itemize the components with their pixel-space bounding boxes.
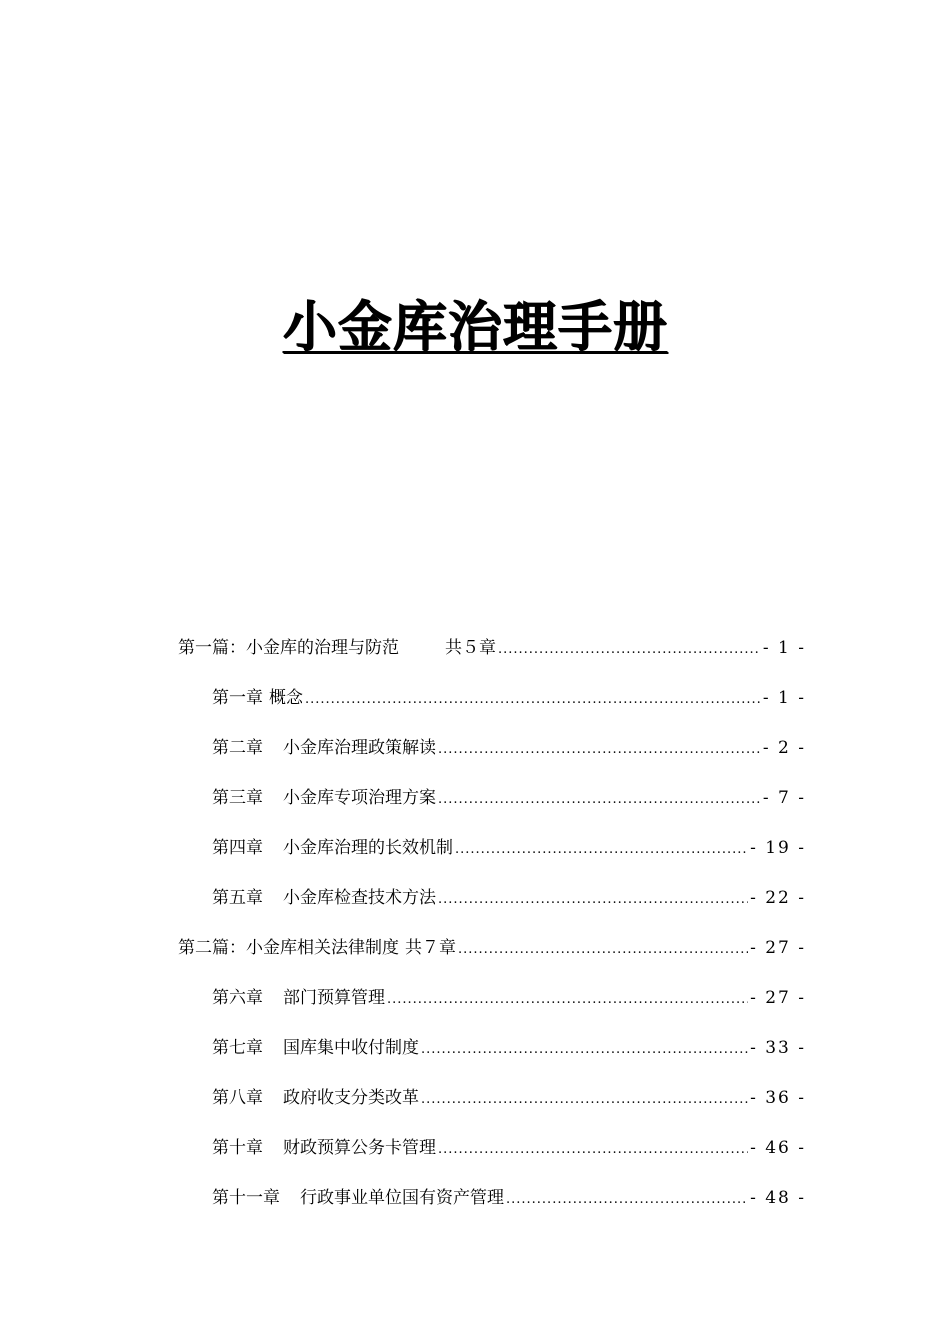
toc-entry[interactable] xyxy=(178,1178,806,1228)
toc-page-number: - 1 - xyxy=(762,688,806,708)
toc-entry[interactable] xyxy=(178,828,806,878)
toc-label: 第六章 部门预算管理 xyxy=(212,988,385,1008)
toc-entry[interactable] xyxy=(178,878,806,928)
toc-label: 第二章 小金库治理政策解读 xyxy=(212,738,436,758)
toc-entry[interactable] xyxy=(178,978,806,1028)
toc-label: 第八章 政府收支分类改革 xyxy=(212,1088,419,1108)
toc-page-number: - 33 - xyxy=(750,1038,806,1058)
toc-page-number: - 46 - xyxy=(750,1138,806,1158)
toc-leader xyxy=(438,880,748,920)
toc-entry[interactable] xyxy=(178,778,806,828)
toc-page-number: - 2 - xyxy=(762,738,806,758)
toc-entry[interactable] xyxy=(178,628,806,678)
toc-entry[interactable] xyxy=(178,1078,806,1128)
toc-label: 第五章 小金库检查技术方法 xyxy=(212,888,436,908)
table-of-contents xyxy=(178,628,806,1228)
toc-entry[interactable] xyxy=(178,928,806,978)
toc-label: 第七章 国库集中收付制度 xyxy=(212,1038,419,1058)
toc-leader xyxy=(498,630,761,670)
toc-label: 第一篇：小金库的治理与防范 共５章 xyxy=(178,638,496,658)
toc-label: 第四章 小金库治理的长效机制 xyxy=(212,838,453,858)
toc-page-number: - 27 - xyxy=(750,938,806,958)
toc-entry[interactable] xyxy=(178,1028,806,1078)
toc-label: 第三章 小金库专项治理方案 xyxy=(212,788,436,808)
toc-leader xyxy=(438,1130,748,1170)
toc-page-number: - 27 - xyxy=(750,988,806,1008)
toc-leader xyxy=(506,1180,748,1220)
toc-leader xyxy=(458,930,748,970)
toc-label: 第一章 概念 xyxy=(212,688,303,708)
toc-leader xyxy=(421,1030,748,1070)
toc-leader xyxy=(455,830,748,870)
toc-page-number: - 48 - xyxy=(750,1188,806,1208)
toc-page-number: - 1 - xyxy=(762,638,806,658)
toc-page-number: - 19 - xyxy=(750,838,806,858)
toc-page-number: - 7 - xyxy=(762,788,806,808)
toc-page-number: - 36 - xyxy=(750,1088,806,1108)
toc-label: 第十一章 行政事业单位国有资产管理 xyxy=(212,1188,504,1208)
toc-entry[interactable] xyxy=(178,678,806,728)
toc-leader xyxy=(305,680,761,720)
document-title: 小金库治理手册 xyxy=(282,295,668,358)
toc-leader xyxy=(438,730,761,770)
toc-leader xyxy=(421,1080,748,1120)
toc-page-number: - 22 - xyxy=(750,888,806,908)
toc-entry[interactable] xyxy=(178,1128,806,1178)
toc-entry[interactable] xyxy=(178,728,806,778)
toc-label: 第二篇：小金库相关法律制度 共７章 xyxy=(178,938,456,958)
toc-leader xyxy=(438,780,761,820)
toc-label: 第十章 财政预算公务卡管理 xyxy=(212,1138,436,1158)
toc-leader xyxy=(387,980,748,1020)
